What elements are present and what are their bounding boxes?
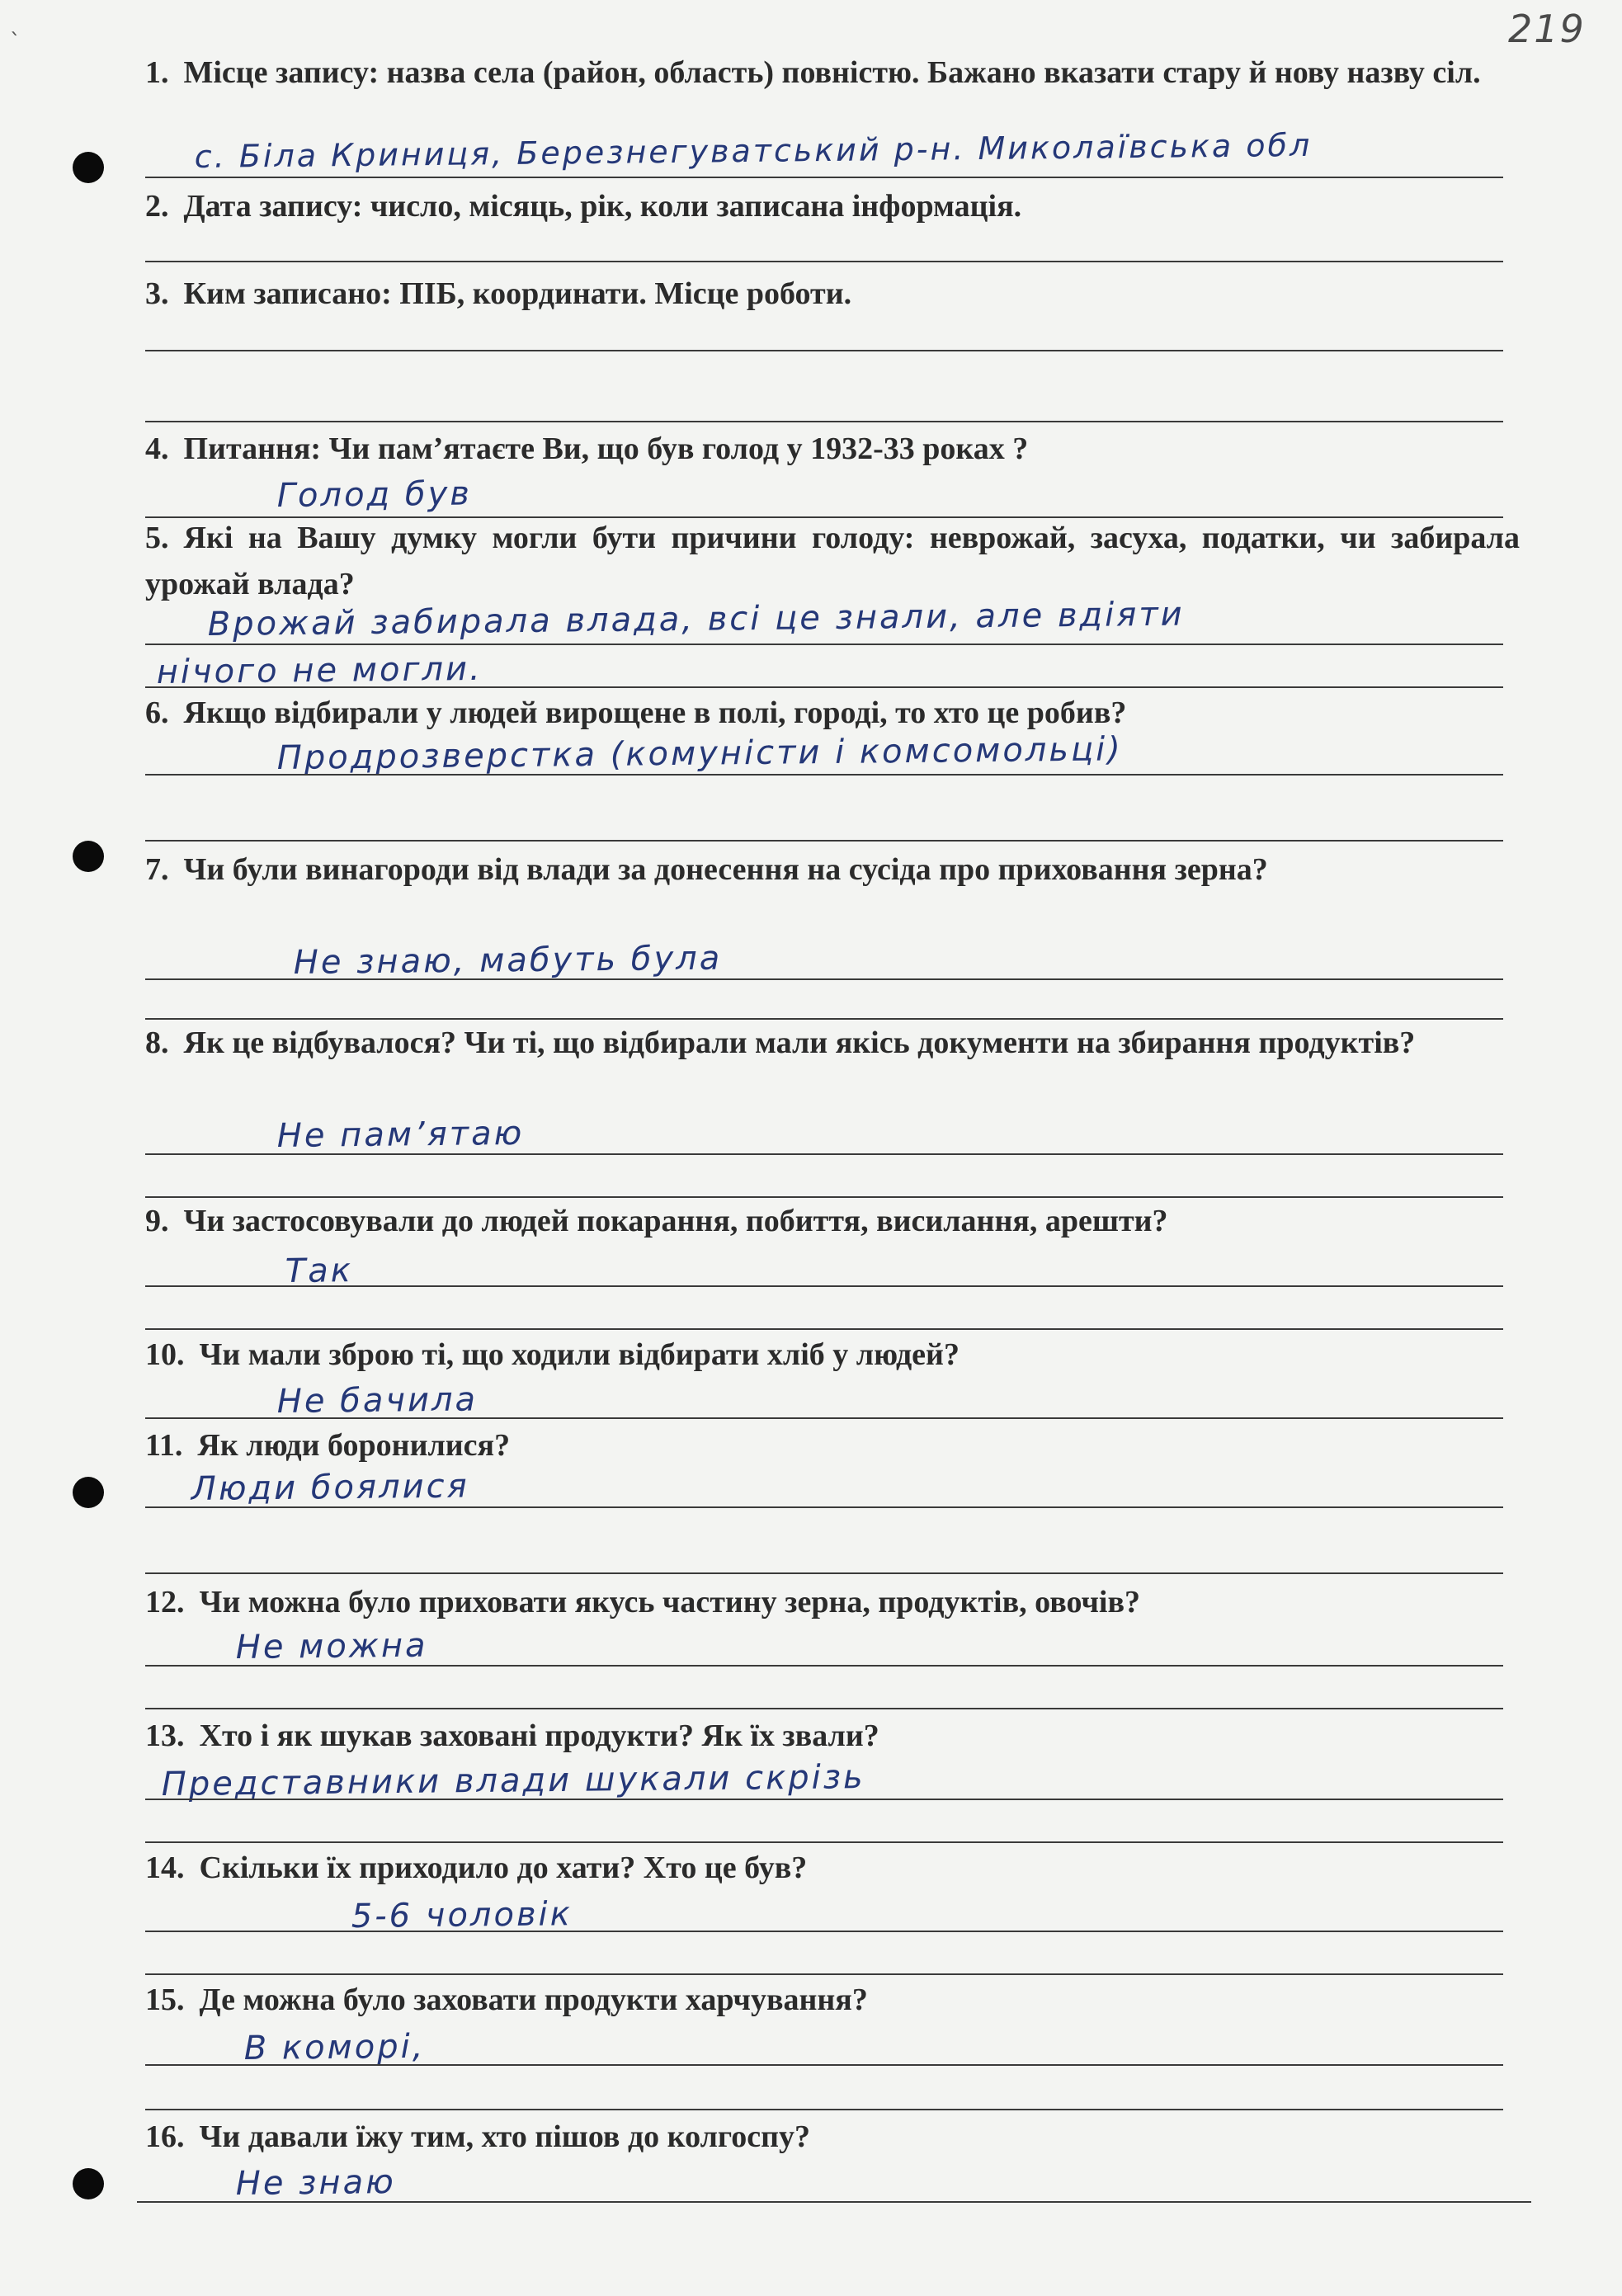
- answer-line: [145, 840, 1503, 842]
- answer-11-line-1: Люди боялися: [191, 1467, 469, 1508]
- answer-line: [145, 350, 1503, 351]
- answer-5-line-1: Врожай забирала влада, всі це знали, але вдіяти: [207, 595, 1185, 644]
- answer-14-line-1: 5-6 чоловік: [351, 1895, 573, 1935]
- question-10: 10. Чи мали зброю ті, що ходили відбирати хліб у людей?: [145, 1337, 960, 1372]
- answer-line: [145, 1328, 1503, 1330]
- question-11: 11. Як люди боронилися?: [145, 1428, 511, 1463]
- answer-line: [145, 1572, 1503, 1574]
- question-6: 6. Якщо відбирали у людей вирощене в полі, городі, то хто це робив?: [145, 695, 1127, 730]
- answer-4-line-1: Голод був: [276, 474, 473, 515]
- answer-5-line-2: нічого не могли.: [156, 649, 483, 691]
- question-14: 14. Скільки їх приходило до хати? Хто це був?: [145, 1850, 808, 1885]
- answer-12-line-1: Не можна: [235, 1626, 428, 1667]
- answer-line: [145, 1973, 1503, 1975]
- answer-7-line-1: Не знаю, мабуть була: [293, 939, 723, 982]
- answer-line: [145, 774, 1503, 776]
- question-3: 3. Ким записано: ПІБ, координати. Місце роботи.: [145, 276, 852, 311]
- answer-8-line-1: Не пам’ятаю: [276, 1114, 525, 1155]
- answer-line: [145, 177, 1503, 178]
- question-4: 4. Питання: Чи пам’ятаєте Ви, що був голод у 1932-33 роках ?: [145, 431, 1029, 466]
- answer-line: [145, 1665, 1503, 1667]
- answer-line: [145, 2109, 1503, 2110]
- question-16: 16. Чи давали їжу тим, хто пішов до колгоспу?: [145, 2119, 810, 2154]
- answer-line: [145, 1285, 1503, 1287]
- punch-hole: [73, 152, 104, 183]
- question-2: 2. Дата запису: число, місяць, рік, коли записана інформація.: [145, 189, 1022, 224]
- punch-hole: [73, 2168, 104, 2199]
- question-8: 8. Як це відбувалося? Чи ті, що відбирали мали якісь документи на збирання продуктів?: [145, 1025, 1416, 1060]
- answer-line: [145, 421, 1503, 422]
- answer-13-line-1: Представники влади шукали скрізь: [161, 1758, 865, 1803]
- answer-line: [145, 1841, 1503, 1843]
- answer-10-line-1: Не бачила: [276, 1380, 479, 1421]
- answer-line: [145, 1799, 1503, 1800]
- corner-mark: `: [10, 30, 21, 54]
- answer-1-line-1: с. Біла Криниця, Березнегуватський р-н. Миколаївська обл: [194, 126, 1313, 175]
- answer-line: [145, 644, 1503, 645]
- punch-hole: [73, 1477, 104, 1508]
- question-7: 7. Чи були винагороди від влади за донесення на сусіда про приховання зерна?: [145, 852, 1268, 887]
- answer-16-line-1: Не знаю: [235, 2162, 397, 2203]
- punch-hole: [73, 841, 104, 872]
- question-1: 1. Місце запису: назва села (район, область) повністю. Бажано вказати стару й нову назву сіл.: [145, 55, 1481, 90]
- answer-line: [145, 1417, 1503, 1419]
- question-13: 13. Хто і як шукав заховані продукти? Як їх звали?: [145, 1718, 879, 1753]
- page-number: 219: [1508, 7, 1586, 51]
- question-12: 12. Чи можна було приховати якусь частину зерна, продуктів, овочів?: [145, 1585, 1140, 1619]
- answer-line: [145, 686, 1503, 688]
- answer-9-line-1: Так: [285, 1252, 354, 1290]
- answer-15-line-1: В коморі,: [243, 2027, 426, 2067]
- answer-line: [145, 261, 1503, 262]
- question-5: 5. Які на Вашу думку могли бути причини голоду: неврожай, засуха, податки, чи забирала урожай влада?: [145, 521, 1520, 601]
- question-15: 15. Де можна було заховати продукти харчування?: [145, 1982, 868, 2017]
- answer-line: [145, 1931, 1503, 1932]
- answer-line: [145, 1506, 1503, 1508]
- answer-line: [137, 2201, 1531, 2203]
- answer-line: [145, 2064, 1503, 2066]
- answer-line: [145, 1153, 1503, 1155]
- question-9: 9. Чи застосовували до людей покарання, побиття, висилання, арешти?: [145, 1204, 1168, 1238]
- answer-line: [145, 1708, 1503, 1709]
- answer-6-line-1: Продрозверстка (комуністи і комсомольці): [276, 730, 1124, 777]
- answer-line: [145, 978, 1503, 980]
